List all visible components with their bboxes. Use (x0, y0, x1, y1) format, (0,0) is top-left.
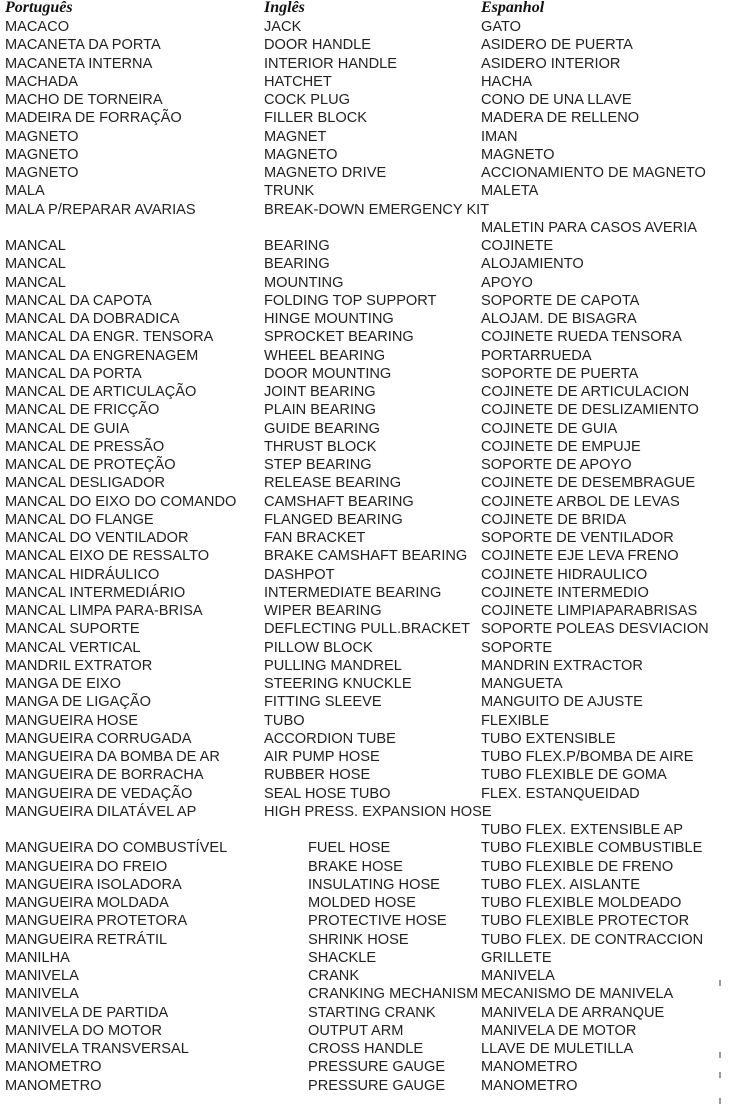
table-row (0, 438, 737, 456)
term-portuguese: MANIVELA (5, 968, 79, 984)
header-ingles: Inglês (264, 0, 305, 16)
table-row (0, 1058, 737, 1076)
term-spanish: ALOJAMIENTO (481, 256, 584, 273)
table-row (0, 1040, 737, 1058)
term-portuguese: MANGUEIRA DE BORRACHA (5, 767, 204, 784)
term-spanish: COJINETE RUEDA TENSORA (481, 329, 682, 346)
term-english: INTERIOR HANDLE (264, 55, 397, 72)
term-spanish: PORTARRUEDA (481, 347, 592, 364)
term-portuguese: MANGUEIRA DO COMBUSTÍVEL (5, 840, 228, 857)
table-row (0, 182, 737, 200)
term-spanish: TUBO FLEX.P/BOMBA DE AIRE (481, 749, 694, 765)
table-row (0, 730, 737, 748)
term-english: HATCHET (264, 73, 332, 90)
term-english: BRAKE CAMSHAFT BEARING (264, 548, 468, 565)
term-english: MAGNETO (264, 146, 338, 163)
term-portuguese: MAGNETO (5, 128, 79, 145)
term-spanish: TUBO FLEX. EXTENSIBLE AP (481, 822, 683, 838)
term-spanish: COJINETE LIMPIAPARABRISAS (481, 603, 698, 619)
table-row (0, 365, 737, 383)
table-row (0, 347, 737, 365)
term-spanish: TUBO FLEXIBLE MOLDEADO (481, 895, 682, 911)
term-english: CRANK (308, 968, 360, 984)
table-row (0, 639, 737, 657)
term-spanish: MANIVELA (481, 968, 555, 984)
term-spanish: SOPORTE DE CAPOTA (481, 292, 640, 309)
table-row (0, 803, 737, 821)
term-spanish: SOPORTE DE PUERTA (481, 365, 639, 382)
table-row (0, 128, 737, 146)
term-spanish: COJINETE DE ARTICULACION (481, 384, 690, 400)
table-row (0, 219, 737, 237)
term-portuguese: MANCAL DESLIGADOR (5, 475, 166, 492)
table-row (0, 839, 737, 857)
term-spanish: COJINETE (481, 238, 554, 254)
table-row (0, 547, 737, 565)
term-spanish: TUBO EXTENSIBLE (481, 730, 616, 747)
term-spanish: ASIDERO INTERIOR (481, 55, 621, 72)
table-row (0, 328, 737, 346)
term-portuguese: MANCAL DA ENGRENAGEM (5, 347, 199, 364)
term-spanish: MANGUITO DE AJUSTE (481, 694, 643, 711)
table-row (0, 967, 737, 985)
term-spanish: COJINETE HIDRAULICO (481, 566, 648, 583)
term-english: JACK (264, 19, 302, 35)
term-english: MAGNETO DRIVE (264, 165, 387, 181)
term-spanish: MECANISMO DE MANIVELA (481, 986, 674, 1003)
term-spanish: MANDRIN EXTRACTOR (481, 657, 643, 674)
term-portuguese: MANGUEIRA RETRÁTIL (5, 931, 168, 948)
term-portuguese: MANGA DE EIXO (5, 676, 121, 692)
term-portuguese: MANIVELA TRANSVERSAL (5, 1041, 189, 1057)
table-row (0, 675, 737, 693)
term-english: TUBO (264, 712, 305, 729)
term-english: CROSS HANDLE (308, 1041, 424, 1057)
table-row (0, 310, 737, 328)
term-spanish: MANIVELA DE MOTOR (481, 1022, 637, 1039)
term-english: HINGE MOUNTING (264, 311, 394, 327)
table-row (0, 274, 737, 292)
term-portuguese: MANCAL DO VENTILADOR (5, 530, 189, 546)
edge-mark (719, 1052, 721, 1058)
term-english: BRAKE HOSE (308, 858, 403, 875)
term-portuguese: MANGUEIRA HOSE (5, 712, 138, 729)
term-portuguese: MANCAL DO FLANGE (5, 511, 154, 528)
term-spanish: ASIDERO DE PUERTA (481, 37, 633, 54)
table-row (0, 292, 737, 310)
table-row (0, 931, 737, 949)
term-portuguese: MANCAL DE PRESSÃO (5, 438, 165, 455)
term-english: ACCORDION TUBE (264, 730, 396, 747)
table-row (0, 420, 737, 438)
term-english: OUTPUT ARM (308, 1022, 404, 1039)
term-english: PLAIN BEARING (264, 402, 376, 419)
table-row (0, 693, 737, 711)
term-spanish: COJINETE INTERMEDIO (481, 584, 649, 601)
term-spanish: APOYO (481, 274, 533, 291)
term-spanish: HACHA (481, 73, 533, 90)
term-portuguese: MANCAL DA PORTA (5, 365, 142, 382)
table-row (0, 109, 737, 127)
term-portuguese: MANCAL DE GUIA (5, 420, 130, 437)
term-portuguese: MAGNETO (5, 165, 79, 181)
term-english: CRANKING MECHANISM (308, 986, 479, 1003)
term-english: MOUNTING (264, 274, 344, 291)
table-row (0, 1077, 737, 1095)
term-english: SPROCKET BEARING (264, 329, 414, 346)
term-portuguese: MANCAL DA DOBRADICA (5, 311, 180, 327)
term-english: DEFLECTING PULL.BRACKET (264, 621, 470, 638)
term-english: FUEL HOSE (308, 840, 391, 857)
term-english: WHEEL BEARING (264, 347, 386, 364)
term-english: FOLDING TOP SUPPORT (264, 292, 437, 309)
term-spanish: MANGUETA (481, 676, 563, 692)
table-row (0, 383, 737, 401)
term-portuguese: MANDRIL EXTRATOR (5, 657, 153, 674)
term-spanish: MANOMETRO (481, 1059, 578, 1076)
term-spanish: COJINETE DE GUIA (481, 420, 618, 437)
term-portuguese: MANCAL LIMPA PARA-BRISA (5, 603, 203, 619)
term-spanish: GRILLETE (481, 949, 552, 966)
term-portuguese: MANGUEIRA CORRUGADA (5, 730, 192, 747)
term-portuguese: MANGUEIRA DILATÁVEL AP (5, 803, 197, 820)
term-english: PRESSURE GAUGE (308, 1059, 446, 1076)
term-spanish: TUBO FLEX. DE CONTRACCION (481, 931, 704, 948)
table-row (0, 36, 737, 54)
term-english: MAGNET (264, 128, 327, 145)
term-portuguese: MANGUEIRA DA BOMBA DE AR (5, 749, 220, 765)
term-english: BREAK-DOWN EMERGENCY KIT (264, 201, 490, 218)
term-portuguese: MANCAL INTERMEDIÁRIO (5, 584, 186, 601)
term-portuguese: MANCAL DA CAPOTA (5, 292, 152, 309)
term-spanish: COJINETE DE DESEMBRAGUE (481, 475, 696, 492)
term-portuguese: MADEIRA DE FORRAÇÃO (5, 110, 182, 127)
term-english: WIPER BEARING (264, 603, 382, 619)
table-row (0, 712, 737, 730)
table-row (0, 766, 737, 784)
term-portuguese: MANCAL (5, 256, 66, 273)
term-portuguese: MACANETA DA PORTA (5, 37, 161, 54)
term-spanish: COJINETE ARBOL DE LEVAS (481, 493, 680, 510)
term-portuguese: MANCAL DE PROTEÇÃO (5, 457, 176, 473)
term-portuguese: MACHO DE TORNEIRA (5, 92, 163, 108)
table-row (0, 55, 737, 73)
term-portuguese: MANILHA (5, 949, 70, 966)
table-row (0, 912, 737, 930)
table-row (0, 876, 737, 894)
term-english: PROTECTIVE HOSE (308, 913, 447, 930)
term-spanish: SOPORTE (481, 639, 553, 656)
term-spanish: SOPORTE DE VENTILADOR (481, 530, 674, 546)
term-portuguese: MANGUEIRA ISOLADORA (5, 876, 182, 893)
table-row (0, 73, 737, 91)
header-portugues: Português (5, 0, 73, 16)
term-english: BEARING (264, 256, 330, 273)
table-row (0, 529, 737, 547)
term-spanish: MADERA DE RELLENO (481, 110, 640, 127)
term-spanish: GATO (481, 19, 522, 35)
term-english: STEP BEARING (264, 457, 372, 473)
header-espanhol: Espanhol (481, 0, 545, 16)
term-english: INTERMEDIATE BEARING (264, 584, 442, 601)
table-row (0, 858, 737, 876)
term-english: GUIDE BEARING (264, 420, 380, 437)
term-english: DOOR MOUNTING (264, 365, 392, 382)
term-english: RUBBER HOSE (264, 767, 371, 784)
term-spanish: MAGNETO (481, 146, 555, 163)
term-portuguese: MANCAL (5, 238, 66, 254)
term-english: AIR PUMP HOSE (264, 749, 380, 765)
term-english: PRESSURE GAUGE (308, 1077, 446, 1094)
term-spanish: MALETA (481, 183, 539, 200)
term-portuguese: MAGNETO (5, 146, 79, 163)
term-english: STARTING CRANK (308, 1004, 436, 1021)
term-english: THRUST BLOCK (264, 438, 377, 455)
term-spanish: MANIVELA DE ARRANQUE (481, 1004, 665, 1021)
table-row (0, 985, 737, 1003)
term-portuguese: MALA (5, 183, 45, 200)
term-english: FLANGED BEARING (264, 511, 403, 528)
term-portuguese: MANGA DE LIGAÇÃO (5, 694, 151, 711)
edge-mark (719, 1098, 721, 1104)
term-english: FILLER BLOCK (264, 110, 368, 127)
table-row (0, 456, 737, 474)
term-portuguese: MANGUEIRA DO FREIO (5, 858, 168, 875)
term-spanish: FLEX. ESTANQUEIDAD (481, 785, 640, 802)
term-spanish: COJINETE EJE LEVA FRENO (481, 548, 679, 565)
term-spanish: TUBO FLEXIBLE DE GOMA (481, 767, 667, 784)
term-english: RELEASE BEARING (264, 475, 402, 492)
term-portuguese: MANIVELA DE PARTIDA (5, 1004, 169, 1021)
table-row (0, 602, 737, 620)
term-portuguese: MANIVELA (5, 986, 79, 1003)
term-portuguese: MANCAL VERTICAL (5, 639, 141, 656)
table-row (0, 949, 737, 967)
term-english: CAMSHAFT BEARING (264, 493, 414, 510)
table-row (0, 620, 737, 638)
term-spanish: MANOMETRO (481, 1077, 578, 1094)
term-portuguese: MACACO (5, 19, 70, 35)
term-english: JOINT BEARING (264, 384, 376, 400)
term-english: PILLOW BLOCK (264, 639, 373, 656)
term-portuguese: MANGUEIRA MOLDADA (5, 895, 169, 911)
term-english: COCK PLUG (264, 92, 350, 108)
table-row (0, 146, 737, 164)
table-row (0, 748, 737, 766)
table-row (0, 1022, 737, 1040)
term-english: SHRINK HOSE (308, 931, 409, 948)
term-portuguese: MACHADA (5, 73, 78, 90)
term-english: STEERING KNUCKLE (264, 676, 412, 692)
table-row (0, 201, 737, 219)
table-row (0, 164, 737, 182)
term-portuguese: MANOMETRO (5, 1077, 102, 1094)
table-row (0, 894, 737, 912)
term-english: HIGH PRESS. EXPANSION HOSE (264, 803, 492, 820)
glossary-table (0, 18, 737, 1095)
table-row (0, 511, 737, 529)
table-row (0, 657, 737, 675)
term-spanish: SOPORTE DE APOYO (481, 457, 632, 473)
term-spanish: IMAN (481, 128, 518, 145)
term-spanish: COJINETE DE BRIDA (481, 511, 627, 528)
table-row (0, 91, 737, 109)
term-portuguese: MANCAL DO EIXO DO COMANDO (5, 493, 237, 510)
term-portuguese: MANCAL DE ARTICULAÇÃO (5, 384, 197, 400)
term-portuguese: MANGUEIRA DE VEDAÇÃO (5, 785, 193, 802)
term-english: FAN BRACKET (264, 530, 366, 546)
table-row (0, 18, 737, 36)
term-english: DOOR HANDLE (264, 37, 372, 54)
term-spanish: LLAVE DE MULETILLA (481, 1041, 634, 1057)
term-english: FITTING SLEEVE (264, 694, 382, 711)
term-spanish: TUBO FLEXIBLE COMBUSTIBLE (481, 840, 703, 857)
term-spanish: TUBO FLEXIBLE DE FRENO (481, 858, 674, 875)
term-portuguese: MANIVELA DO MOTOR (5, 1022, 163, 1039)
table-row (0, 401, 737, 419)
term-portuguese: MANCAL DE FRICÇÃO (5, 402, 160, 419)
term-portuguese: MANOMETRO (5, 1059, 102, 1076)
term-portuguese: MANGUEIRA PROTETORA (5, 913, 188, 930)
term-english: PULLING MANDREL (264, 657, 402, 674)
term-spanish: TUBO FLEX. AISLANTE (481, 876, 640, 893)
term-english: MOLDED HOSE (308, 895, 416, 911)
term-spanish: TUBO FLEXIBLE PROTECTOR (481, 913, 690, 930)
term-english: SHACKLE (308, 949, 377, 966)
term-english: SEAL HOSE TUBO (264, 785, 391, 802)
term-portuguese: MANCAL EIXO DE RESSALTO (5, 548, 210, 565)
table-row (0, 821, 737, 839)
term-english: DASHPOT (264, 566, 335, 583)
term-portuguese: MANCAL SUPORTE (5, 621, 140, 638)
term-portuguese: MACANETA INTERNA (5, 55, 153, 72)
term-spanish: COJINETE DE EMPUJE (481, 438, 641, 455)
term-spanish: ACCIONAMIENTO DE MAGNETO (481, 165, 706, 181)
term-spanish: COJINETE DE DESLIZAMIENTO (481, 402, 699, 419)
table-row (0, 255, 737, 273)
table-row (0, 474, 737, 492)
term-portuguese: MANCAL DA ENGR. TENSORA (5, 329, 214, 346)
table-row (0, 584, 737, 602)
table-row (0, 237, 737, 255)
edge-mark (719, 980, 721, 986)
term-portuguese: MANCAL (5, 274, 66, 291)
table-row (0, 493, 737, 511)
term-english: TRUNK (264, 183, 315, 200)
term-spanish: CONO DE UNA LLAVE (481, 92, 632, 108)
term-spanish: MALETIN PARA CASOS AVERIA (481, 219, 697, 236)
edge-mark (719, 1072, 721, 1078)
term-english: INSULATING HOSE (308, 876, 440, 893)
term-spanish: ALOJAM. DE BISAGRA (481, 311, 637, 327)
term-spanish: FLEXIBLE (481, 712, 550, 729)
table-row (0, 785, 737, 803)
term-portuguese: MALA P/REPARAR AVARIAS (5, 201, 196, 218)
table-row (0, 1004, 737, 1022)
term-portuguese: MANCAL HIDRÁULICO (5, 566, 160, 583)
term-english: BEARING (264, 238, 330, 254)
term-spanish: SOPORTE POLEAS DESVIACION (481, 621, 709, 638)
table-row (0, 566, 737, 584)
